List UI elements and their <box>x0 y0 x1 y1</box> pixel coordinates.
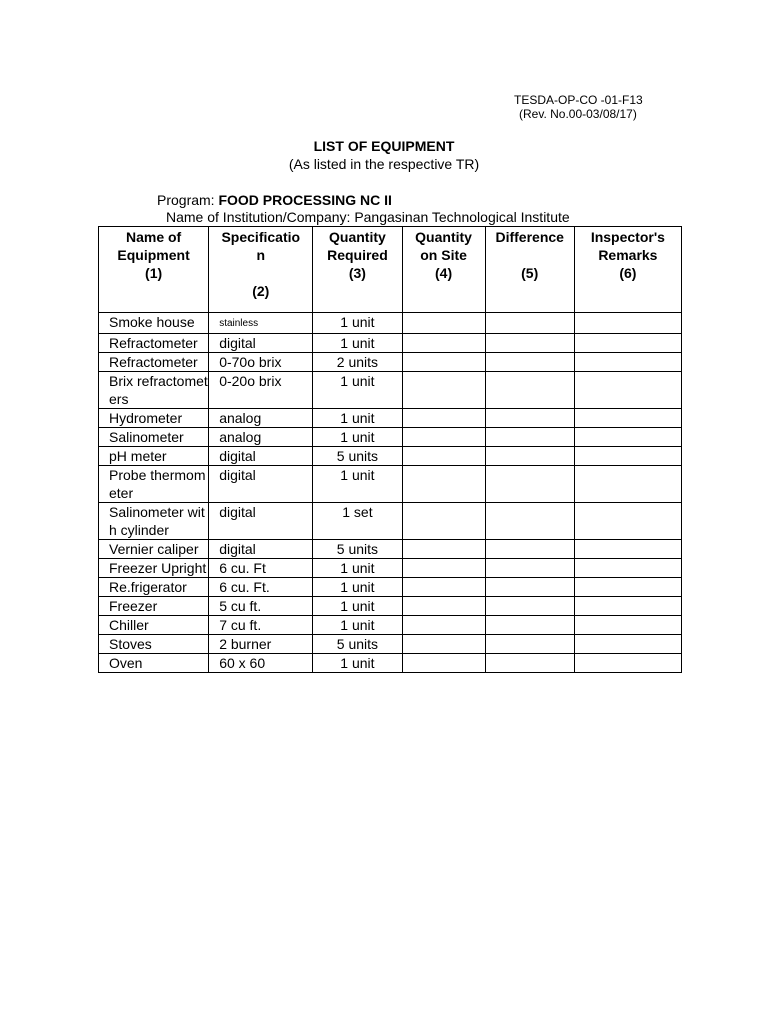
equipment-name-cell: Stoves <box>99 635 209 654</box>
equipment-name-cell: Hydrometer <box>99 409 209 428</box>
table-row <box>99 559 682 578</box>
institution-value: Pangasinan Technological Institute <box>354 209 570 225</box>
column-header-remarks <box>574 227 681 313</box>
specification-cell: 6 cu. Ft. <box>209 578 313 597</box>
column-header-text: (4) <box>435 265 453 281</box>
quantity-on-site-cell <box>402 409 485 428</box>
remarks-cell <box>574 616 681 635</box>
page-subtitle: (As listed in the respective TR) <box>288 156 480 172</box>
equipment-name-cell: Refractometer <box>99 334 209 353</box>
quantity-required-cell: 1 unit <box>313 428 402 447</box>
column-header-text <box>488 282 572 300</box>
equipment-name-cell: Refractometer <box>99 353 209 372</box>
difference-cell <box>485 334 574 353</box>
quantity-required-cell: 1 unit <box>313 578 402 597</box>
column-header-text: (3) <box>348 265 366 281</box>
specification-cell: 0-20o brix <box>209 372 313 409</box>
difference-cell <box>485 447 574 466</box>
column-header-text: Quantity <box>329 229 386 245</box>
column-header-text: Remarks <box>598 247 658 263</box>
column-header-text <box>315 282 399 300</box>
quantity-required-cell: 5 units <box>313 540 402 559</box>
difference-cell <box>485 540 574 559</box>
remarks-cell <box>574 559 681 578</box>
equipment-name-cell: Salinometer with cylinder <box>99 503 209 540</box>
doc-revision: (Rev. No.00-03/08/17) <box>519 107 637 121</box>
document-code <box>514 93 643 121</box>
difference-cell <box>485 372 574 409</box>
difference-cell <box>485 635 574 654</box>
quantity-required-cell: 1 unit <box>313 466 402 503</box>
column-header-text: Difference <box>495 229 564 245</box>
table-row <box>99 578 682 597</box>
column-header-text: Name of <box>125 229 182 245</box>
institution-line <box>166 209 570 225</box>
specification-cell: 5 cu ft. <box>209 597 313 616</box>
table-row <box>99 447 682 466</box>
equipment-name-cell: Re.frigerator <box>99 578 209 597</box>
table-row <box>99 353 682 372</box>
column-header-difference <box>485 227 574 313</box>
specification-cell: analog <box>209 428 313 447</box>
table-row <box>99 540 682 559</box>
remarks-cell <box>574 503 681 540</box>
specification-cell: 2 burner <box>209 635 313 654</box>
quantity-required-cell: 1 unit <box>313 559 402 578</box>
quantity-required-cell: 1 set <box>313 503 402 540</box>
quantity-on-site-cell <box>402 313 485 334</box>
quantity-on-site-cell <box>402 540 485 559</box>
remarks-cell <box>574 466 681 503</box>
table-row <box>99 409 682 428</box>
specification-cell: stainless <box>209 313 313 334</box>
quantity-required-cell: 1 unit <box>313 334 402 353</box>
remarks-cell <box>574 313 681 334</box>
specification-cell: 60 x 60 <box>209 654 313 673</box>
column-header-text: n <box>256 247 266 263</box>
quantity-required-cell: 1 unit <box>313 616 402 635</box>
difference-cell <box>485 503 574 540</box>
specification-cell: 0-70o brix <box>209 353 313 372</box>
equipment-name-cell: Salinometer <box>99 428 209 447</box>
table-row <box>99 428 682 447</box>
remarks-cell <box>574 578 681 597</box>
doc-code-number: TESDA-OP-CO -01-F13 <box>514 93 643 107</box>
program-line <box>157 192 392 208</box>
table-row <box>99 466 682 503</box>
equipment-name-cell: Brix refractometers <box>99 372 209 409</box>
remarks-cell <box>574 353 681 372</box>
remarks-cell <box>574 409 681 428</box>
table-row <box>99 334 682 353</box>
quantity-on-site-cell <box>402 654 485 673</box>
quantity-on-site-cell <box>402 503 485 540</box>
program-label: Program: <box>157 192 215 208</box>
column-header-text: (6) <box>619 265 637 281</box>
remarks-cell <box>574 654 681 673</box>
quantity-on-site-cell <box>402 428 485 447</box>
table-row <box>99 616 682 635</box>
remarks-cell <box>574 334 681 353</box>
table-header-row <box>99 227 682 313</box>
column-header-qty-required <box>313 227 402 313</box>
page-title: LIST OF EQUIPMENT <box>313 138 455 154</box>
column-header-text <box>211 264 310 282</box>
specification-cell: analog <box>209 409 313 428</box>
remarks-cell <box>574 597 681 616</box>
column-header-text <box>577 282 679 300</box>
table-row <box>99 503 682 540</box>
specification-cell: digital <box>209 447 313 466</box>
specification-cell: digital <box>209 503 313 540</box>
quantity-required-cell: 1 unit <box>313 313 402 334</box>
column-header-text: Quantity <box>415 229 472 245</box>
difference-cell <box>485 353 574 372</box>
column-header-qty-onsite <box>402 227 485 313</box>
specification-cell: 7 cu ft. <box>209 616 313 635</box>
quantity-required-cell: 1 unit <box>313 597 402 616</box>
column-header-text: on Site <box>420 247 467 263</box>
column-header-text: Specificatio <box>221 229 301 245</box>
table-row <box>99 597 682 616</box>
column-header-text: Equipment <box>117 247 190 263</box>
equipment-name-cell: Vernier caliper <box>99 540 209 559</box>
column-header-text <box>405 282 483 300</box>
difference-cell <box>485 578 574 597</box>
quantity-required-cell: 2 units <box>313 353 402 372</box>
table-row <box>99 635 682 654</box>
quantity-on-site-cell <box>402 616 485 635</box>
specification-cell: digital <box>209 540 313 559</box>
equipment-table <box>98 226 682 673</box>
equipment-name-cell: Smoke house <box>99 313 209 334</box>
column-header-text: Inspector's <box>590 229 665 245</box>
equipment-name-cell: Chiller <box>99 616 209 635</box>
equipment-name-cell: Oven <box>99 654 209 673</box>
column-header-text <box>488 246 572 264</box>
difference-cell <box>485 597 574 616</box>
difference-cell <box>485 559 574 578</box>
specification-cell: 6 cu. Ft <box>209 559 313 578</box>
table-row <box>99 313 682 334</box>
table-row <box>99 654 682 673</box>
column-header-text: (1) <box>145 265 163 281</box>
column-header-text: (2) <box>252 283 270 299</box>
remarks-cell <box>574 540 681 559</box>
equipment-name-cell: pH meter <box>99 447 209 466</box>
table-body <box>99 313 682 673</box>
difference-cell <box>485 313 574 334</box>
quantity-on-site-cell <box>402 334 485 353</box>
table-row <box>99 372 682 409</box>
quantity-required-cell: 1 unit <box>313 372 402 409</box>
difference-cell <box>485 466 574 503</box>
column-header-text <box>101 282 206 300</box>
equipment-name-cell: Probe thermometer <box>99 466 209 503</box>
column-header-spec <box>209 227 313 313</box>
quantity-on-site-cell <box>402 353 485 372</box>
quantity-on-site-cell <box>402 466 485 503</box>
quantity-on-site-cell <box>402 559 485 578</box>
quantity-on-site-cell <box>402 597 485 616</box>
quantity-on-site-cell <box>402 578 485 597</box>
quantity-on-site-cell <box>402 447 485 466</box>
column-header-text: Required <box>327 247 388 263</box>
quantity-on-site-cell <box>402 635 485 654</box>
quantity-on-site-cell <box>402 372 485 409</box>
quantity-required-cell: 5 units <box>313 447 402 466</box>
equipment-name-cell: Freezer <box>99 597 209 616</box>
difference-cell <box>485 428 574 447</box>
specification-cell: digital <box>209 334 313 353</box>
difference-cell <box>485 654 574 673</box>
difference-cell <box>485 409 574 428</box>
program-value: FOOD PROCESSING NC II <box>218 192 392 208</box>
institution-label: Name of Institution/Company: <box>166 209 351 225</box>
specification-cell: digital <box>209 466 313 503</box>
equipment-name-cell: Freezer Upright <box>99 559 209 578</box>
column-header-text: (5) <box>521 265 539 281</box>
remarks-cell <box>574 447 681 466</box>
quantity-required-cell: 5 units <box>313 635 402 654</box>
quantity-required-cell: 1 unit <box>313 654 402 673</box>
remarks-cell <box>574 428 681 447</box>
quantity-required-cell: 1 unit <box>313 409 402 428</box>
remarks-cell <box>574 635 681 654</box>
difference-cell <box>485 616 574 635</box>
remarks-cell <box>574 372 681 409</box>
column-header-name <box>99 227 209 313</box>
